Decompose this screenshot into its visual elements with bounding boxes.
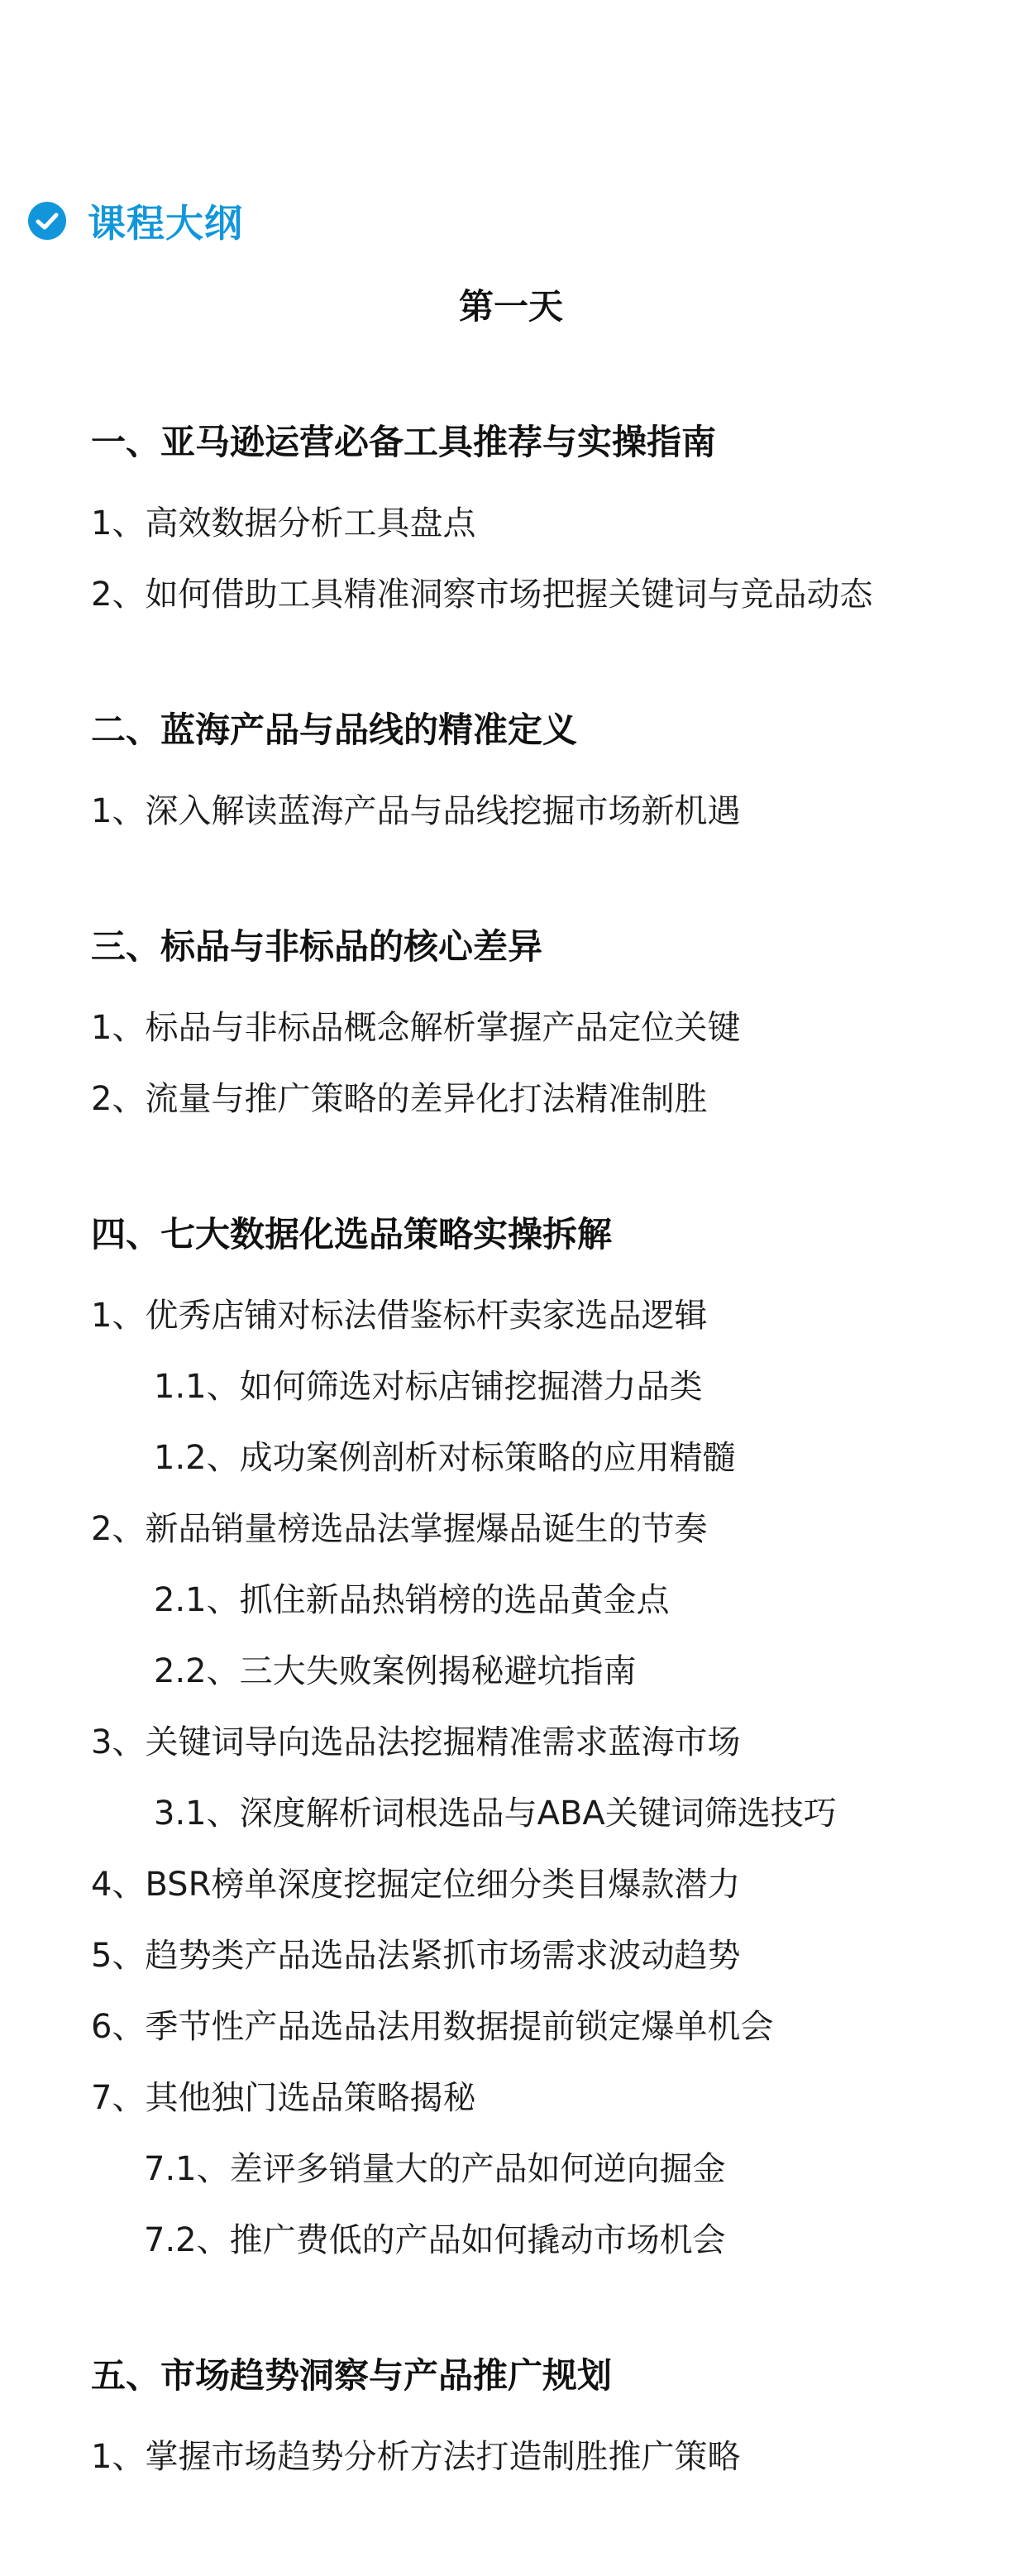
outline-title: 课程大纲	[88, 201, 243, 246]
outline-item: 2、如何借助工具精准洞察市场把握关键词与竞品动态	[91, 576, 873, 614]
outline-item: 1、深入解读蓝海产品与品线挖掘市场新机遇	[91, 792, 741, 830]
outline-item: 1、高效数据分析工具盘点	[91, 504, 476, 542]
outline-header	[28, 192, 243, 250]
day-title: 第一天	[458, 286, 563, 327]
outline-item: 4、BSR榜单深度挖掘定位细分类目爆款潜力	[91, 1866, 741, 1904]
outline-subitem: 7.2、推广费低的产品如何撬动市场机会	[144, 2221, 726, 2259]
outline-subitem: 2.2、三大失败案例揭秘避坑指南	[154, 1652, 637, 1690]
outline-section	[91, 422, 984, 630]
outline-section	[91, 926, 984, 1135]
outline-item: 3、关键词导向选品法挖掘精准需求蓝海市场	[91, 1723, 741, 1761]
outline-subitem: 7.1、差评多销量大的产品如何逆向掘金	[144, 2150, 726, 2188]
section-title: 三、标品与非标品的核心差异	[91, 926, 543, 967]
outline-item: 5、趋势类产品选品法紧抓市场需求波动趋势	[91, 1937, 741, 1975]
course-outline	[91, 422, 984, 2572]
outline-item: 1、掌握市场趋势分析方法打造制胜推广策略	[91, 2438, 741, 2476]
check-circle-icon	[28, 202, 66, 240]
section-title: 一、亚马逊运营必备工具推荐与实操指南	[91, 422, 717, 462]
outline-item: 2、流量与推广策略的差异化打法精准制胜	[91, 1080, 708, 1118]
outline-section	[91, 1214, 984, 2276]
outline-subitem: 1.2、成功案例剖析对标策略的应用精髓	[154, 1439, 736, 1477]
outline-item: 2、新品销量榜选品法掌握爆品诞生的节奏	[91, 1510, 708, 1548]
outline-subitem: 3.1、深度解析词根选品与ABA关键词筛选技巧	[154, 1795, 837, 1833]
section-title: 五、市场趋势洞察与产品推广规划	[91, 2355, 613, 2396]
outline-subitem: 2.1、抓住新品热销榜的选品黄金点	[154, 1581, 670, 1619]
outline-item: 7、其他独门选品策略揭秘	[91, 2079, 476, 2117]
outline-item: 6、季节性产品选品法用数据提前锁定爆单机会	[91, 2008, 774, 2046]
section-title: 四、七大数据化选品策略实操拆解	[91, 1214, 613, 1255]
outline-section	[91, 710, 984, 847]
outline-item: 1、优秀店铺对标法借鉴标杆卖家选品逻辑	[91, 1297, 708, 1335]
outline-item: 1、标品与非标品概念解析掌握产品定位关键	[91, 1009, 741, 1047]
section-title: 二、蓝海产品与品线的精准定义	[91, 710, 578, 750]
outline-section	[91, 2355, 984, 2492]
outline-subitem: 1.1、如何筛选对标店铺挖掘潜力品类	[154, 1368, 703, 1406]
